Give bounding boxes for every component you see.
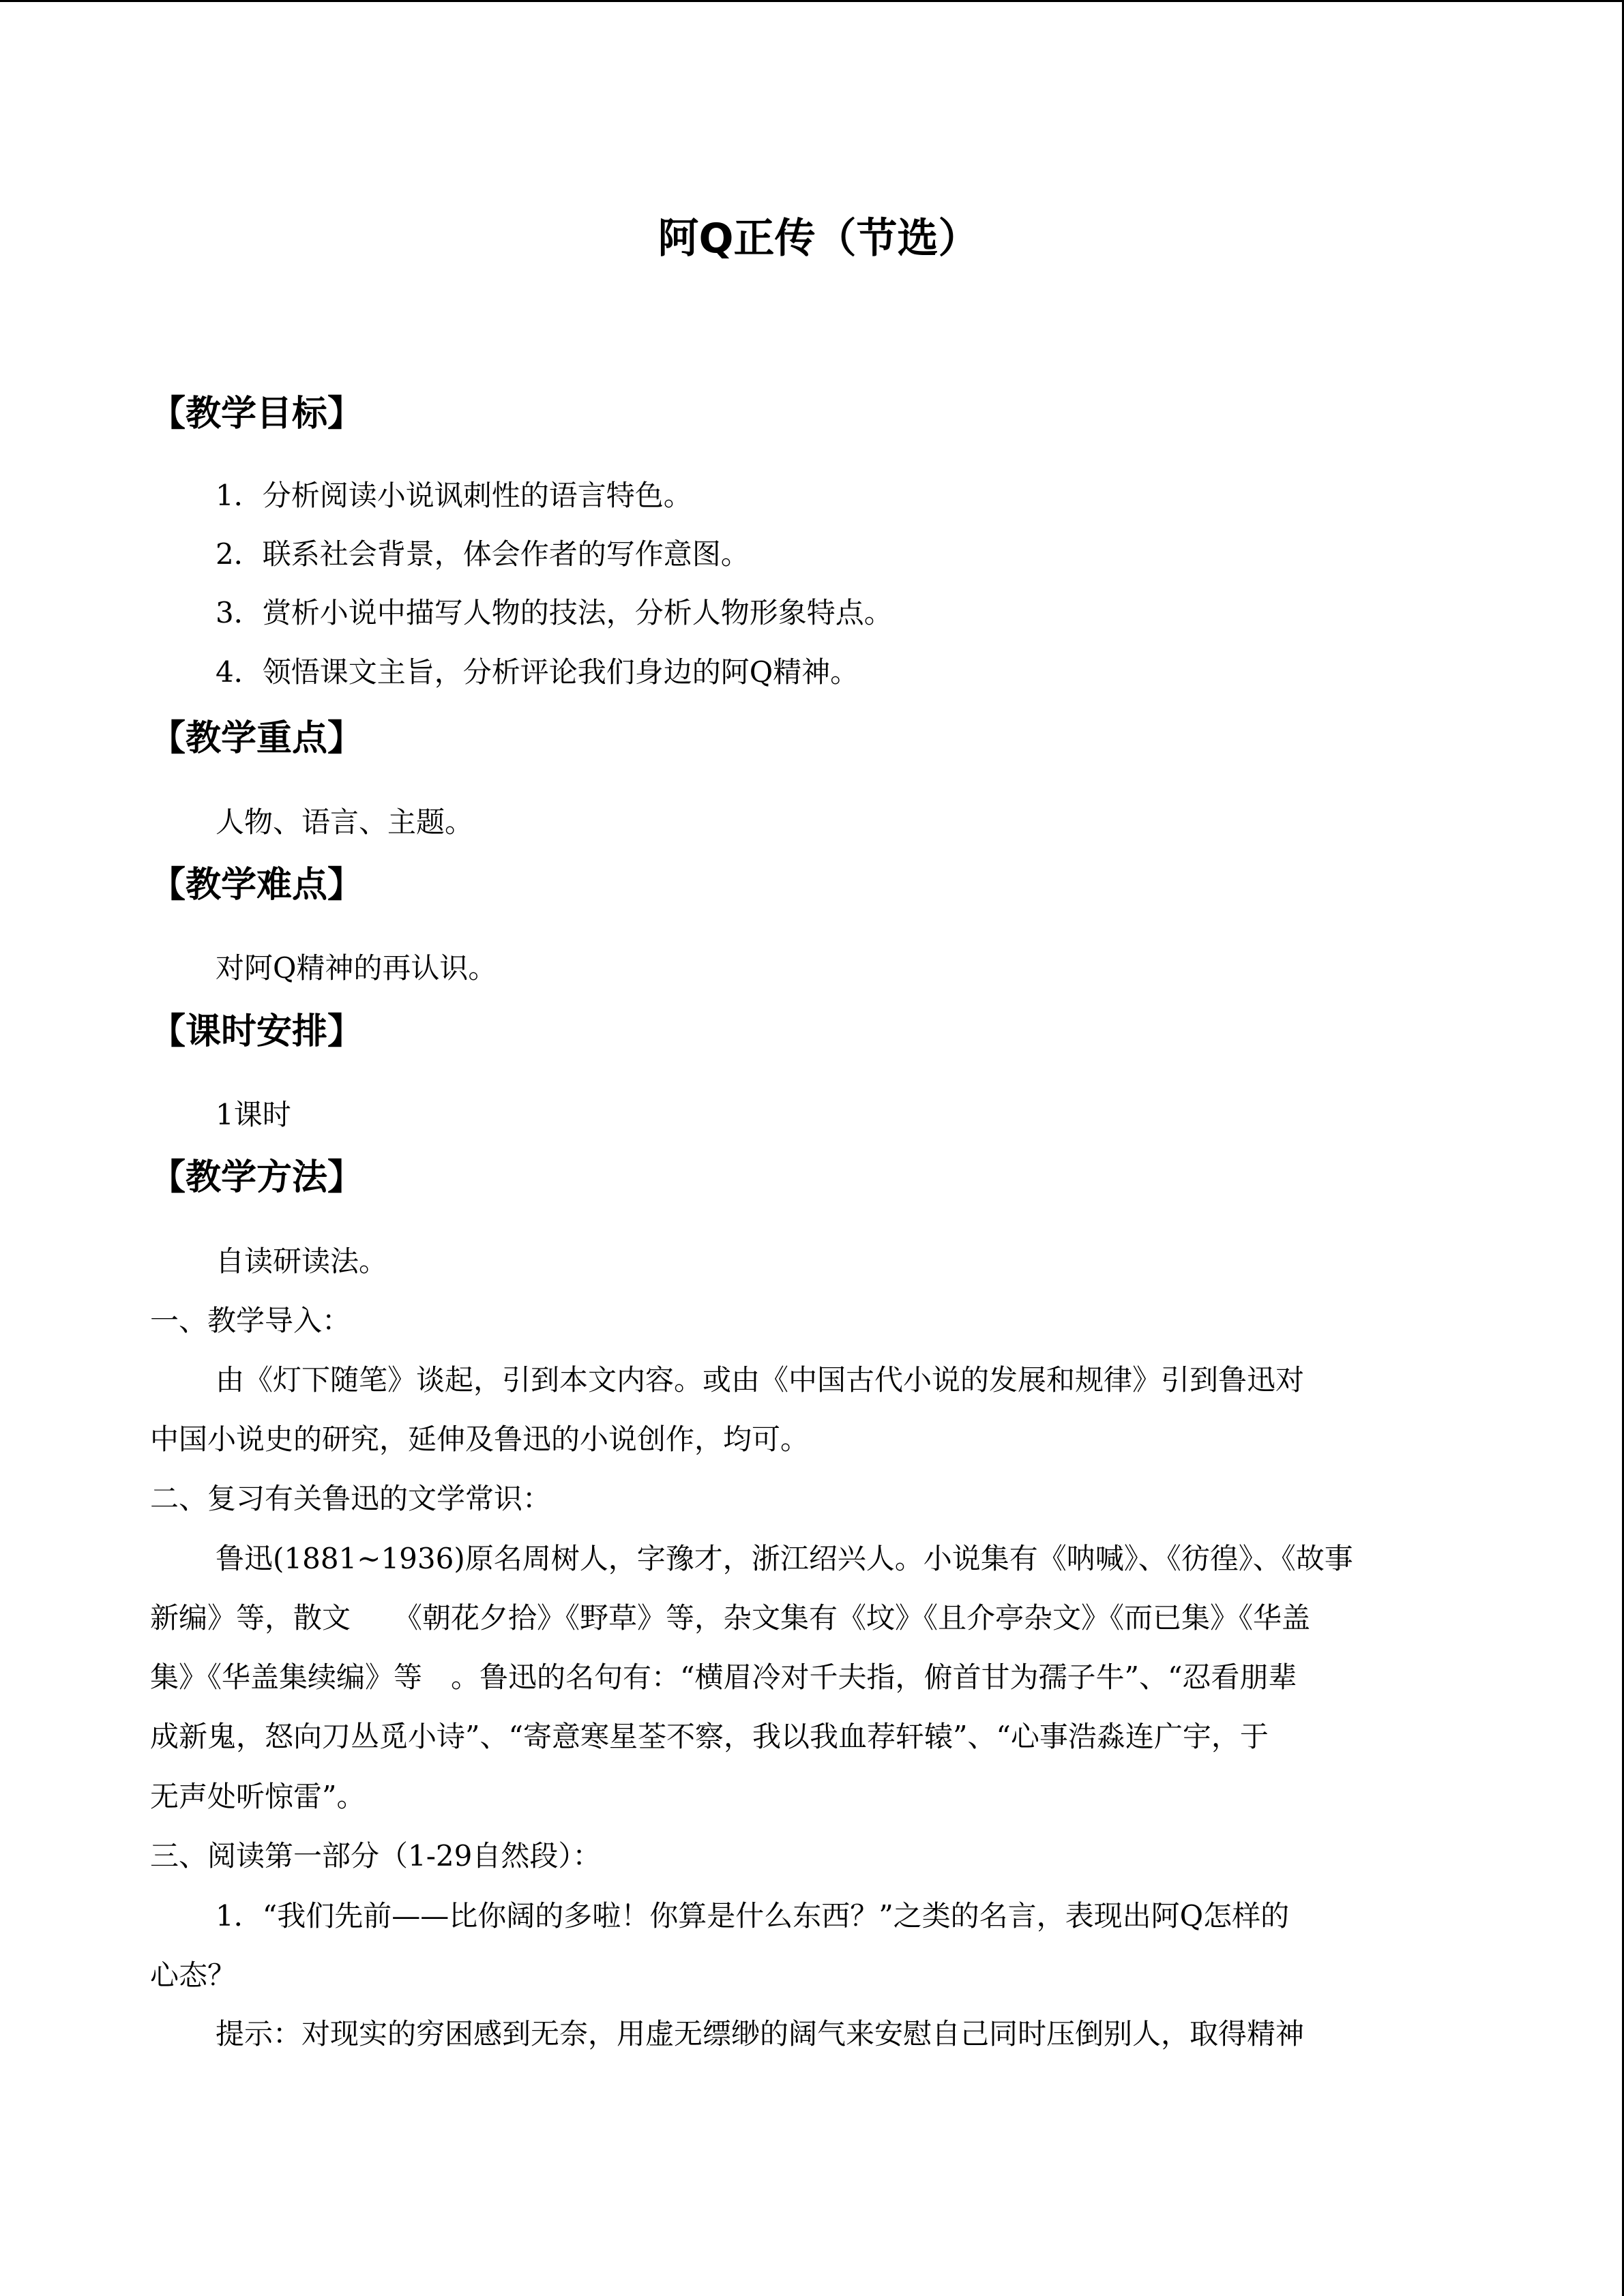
part2-line-5: 无声处听惊雷”。 <box>150 1780 366 1813</box>
part3-heading: 三、阅读第一部分（1-29自然段）： <box>150 1839 602 1873</box>
objective-item-1: 1．分析阅读小说讽刺性的语言特色。 <box>216 479 692 512</box>
part1-line-1: 由《灯下随笔》谈起，引到本文内容。或由《中国古代小说的发展和规律》引到鲁迅对 <box>216 1363 1305 1397</box>
part2-line-2: 新编》等，散文 《朝花夕拾》《野草》等，杂文集有《坟》《且介亭杂文》《而已集》《华盖 <box>150 1601 1311 1635</box>
part2-line-4: 成新鬼，怒向刀丛觅小诗”、“寄意寒星荃不察，我以我血荐轩辕”、“心事浩淼连广宇，于 <box>150 1720 1269 1753</box>
objective-item-4: 4．领悟课文主旨，分析评论我们身边的阿Q精神。 <box>216 655 859 689</box>
difficulties-heading: 【教学难点】 <box>150 865 364 906</box>
key-points-text: 人物、语言、主题。 <box>216 805 474 839</box>
part2-line-3: 集》《华盖集续编》等 。鲁迅的名句有：“横眉冷对千夫指，俯首甘为孺子牛”、“忍看朋辈 <box>150 1660 1297 1694</box>
part1-heading: 一、教学导入： <box>150 1304 351 1337</box>
schedule-text: 1课时 <box>216 1098 291 1131</box>
part2-heading: 二、复习有关鲁迅的文学常识： <box>150 1482 552 1515</box>
part1-line-2: 中国小说史的研究，延伸及鲁迅的小说创作，均可。 <box>150 1422 810 1456</box>
document-title: 阿Q正传（节选） <box>658 215 979 263</box>
objective-item-3: 3．赏析小说中描写人物的技法，分析人物形象特点。 <box>216 596 893 629</box>
part3-line-1: 1．“我们先前——比你阔的多啦！你算是什么东西？”之类的名言，表现出阿Q怎样的 <box>216 1899 1290 1933</box>
objectives-heading: 【教学目标】 <box>150 393 364 434</box>
key-points-heading: 【教学重点】 <box>150 718 364 759</box>
hint-line: 提示：对现实的穷困感到无奈，用虚无缥缈的阔气来安慰自己同时压倒别人，取得精神 <box>216 2017 1305 2051</box>
part3-line-2: 心态？ <box>150 1958 237 1992</box>
difficulties-text: 对阿Q精神的再认识。 <box>216 951 497 985</box>
objective-item-2: 2．联系社会背景，体会作者的写作意图。 <box>216 537 750 571</box>
schedule-heading: 【课时安排】 <box>150 1011 364 1052</box>
page-top-border <box>0 0 1624 2</box>
methods-heading: 【教学方法】 <box>150 1157 364 1198</box>
part2-line-1: 鲁迅(1881~1936)原名周树人，字豫才，浙江绍兴人。小说集有《呐喊》、《彷徨》、《故事 <box>216 1542 1353 1575</box>
methods-text: 自读研读法。 <box>216 1244 388 1278</box>
